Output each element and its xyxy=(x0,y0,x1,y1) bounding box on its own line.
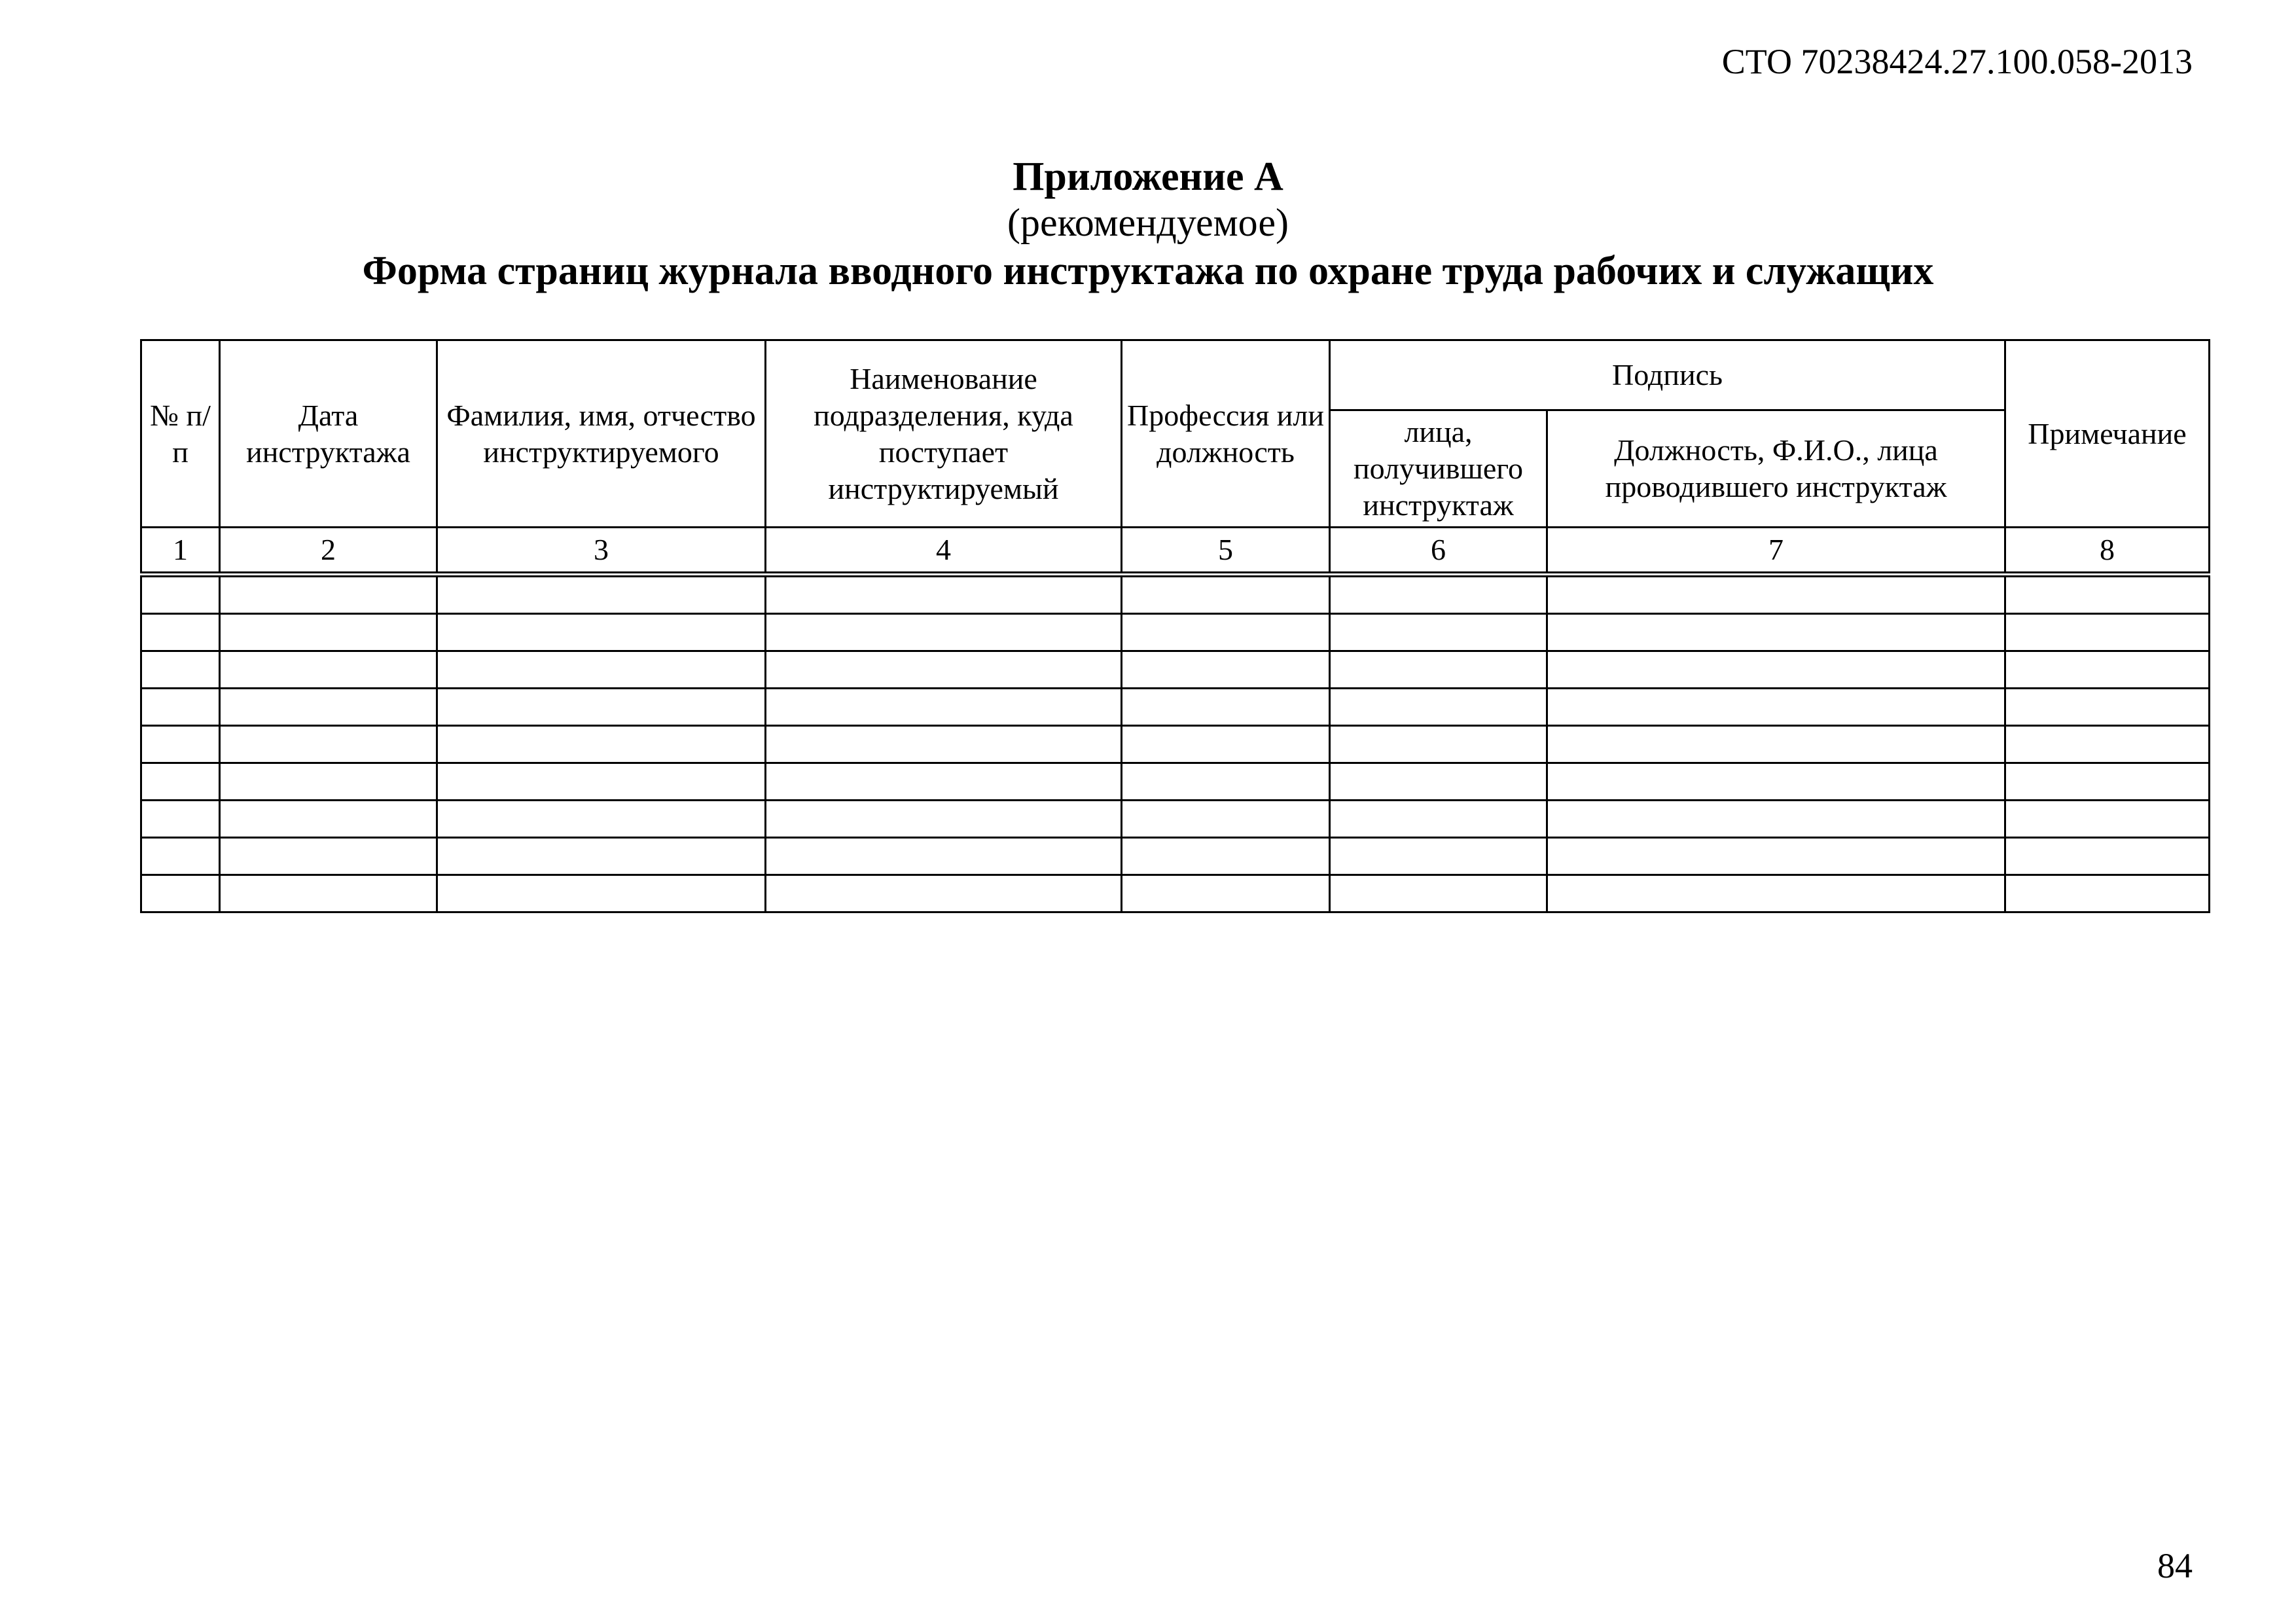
blank-entry-cell xyxy=(766,651,1122,689)
blank-entry-cell xyxy=(1547,689,2005,726)
blank-entry-cell xyxy=(141,575,220,614)
blank-entry-cell xyxy=(1330,614,1547,651)
blank-entry-cell xyxy=(141,763,220,801)
blank-entry-cell xyxy=(2005,575,2210,614)
blank-entry-cell xyxy=(220,575,437,614)
blank-entry-row xyxy=(141,614,2210,651)
blank-entry-cell xyxy=(437,875,766,912)
blank-entry-cell xyxy=(220,651,437,689)
blank-entry-row xyxy=(141,726,2210,763)
col-header-signature-instructor: Должность, Ф.И.О., лица проводившего инструктаж xyxy=(1547,410,2005,528)
blank-entry-cell xyxy=(141,651,220,689)
blank-entry-cell xyxy=(766,838,1122,875)
blank-entry-cell xyxy=(1547,726,2005,763)
blank-entry-cell xyxy=(437,575,766,614)
column-number: 1 xyxy=(141,528,220,575)
blank-entry-cell xyxy=(2005,651,2210,689)
blank-entry-row xyxy=(141,689,2210,726)
blank-entry-cell xyxy=(1122,838,1330,875)
blank-entry-cell xyxy=(2005,763,2210,801)
blank-entry-cell xyxy=(437,689,766,726)
blank-entry-cell xyxy=(1547,614,2005,651)
blank-entry-row xyxy=(141,651,2210,689)
column-number: 5 xyxy=(1122,528,1330,575)
blank-entry-row xyxy=(141,801,2210,838)
blank-entry-cell xyxy=(1547,575,2005,614)
column-number-row xyxy=(141,528,2210,575)
blank-entry-cell xyxy=(220,801,437,838)
blank-entry-cell xyxy=(141,875,220,912)
blank-entry-cell xyxy=(1330,763,1547,801)
blank-entry-cell xyxy=(220,763,437,801)
column-number: 7 xyxy=(1547,528,2005,575)
blank-entry-cell xyxy=(437,651,766,689)
blank-entry-cell xyxy=(1547,801,2005,838)
blank-rows xyxy=(141,575,2210,912)
blank-entry-cell xyxy=(141,801,220,838)
blank-entry-cell xyxy=(1122,651,1330,689)
blank-entry-cell xyxy=(1330,726,1547,763)
blank-entry-cell xyxy=(2005,801,2210,838)
appendix-subtitle: (рекомендуемое) xyxy=(1007,201,1289,244)
blank-entry-cell xyxy=(1122,801,1330,838)
blank-entry-cell xyxy=(766,614,1122,651)
appendix-title: Приложение А xyxy=(1013,154,1283,199)
blank-entry-cell xyxy=(2005,614,2210,651)
blank-entry-cell xyxy=(1330,801,1547,838)
blank-entry-cell xyxy=(220,726,437,763)
column-number: 6 xyxy=(1330,528,1547,575)
col-header-full-name: Фамилия, имя, отчество инструктируемого xyxy=(437,340,766,528)
blank-entry-cell xyxy=(2005,689,2210,726)
blank-entry-cell xyxy=(1122,614,1330,651)
blank-entry-cell xyxy=(437,801,766,838)
blank-entry-cell xyxy=(766,726,1122,763)
blank-entry-row xyxy=(141,575,2210,614)
blank-entry-cell xyxy=(766,875,1122,912)
col-header-number: № п/п xyxy=(141,340,220,528)
blank-entry-cell xyxy=(766,575,1122,614)
column-number: 4 xyxy=(766,528,1122,575)
blank-entry-row xyxy=(141,875,2210,912)
blank-entry-cell xyxy=(1122,875,1330,912)
blank-entry-cell xyxy=(2005,838,2210,875)
blank-entry-cell xyxy=(1547,875,2005,912)
blank-entry-cell xyxy=(1122,689,1330,726)
blank-entry-cell xyxy=(2005,875,2210,912)
blank-entry-cell xyxy=(1122,726,1330,763)
blank-entry-cell xyxy=(141,838,220,875)
blank-entry-cell xyxy=(220,838,437,875)
blank-entry-cell xyxy=(1547,838,2005,875)
blank-entry-cell xyxy=(220,875,437,912)
page-number: 84 xyxy=(2157,1546,2193,1585)
blank-entry-cell xyxy=(1330,689,1547,726)
blank-entry-cell xyxy=(437,726,766,763)
col-header-signature-recipient: лица, получившего инструктаж xyxy=(1330,410,1547,528)
col-header-department: Наименование подразделения, куда поступает инструктируемый xyxy=(766,340,1122,528)
blank-entry-cell xyxy=(1547,651,2005,689)
blank-entry-cell xyxy=(141,614,220,651)
blank-entry-cell xyxy=(141,689,220,726)
blank-entry-cell xyxy=(1330,651,1547,689)
blank-entry-row xyxy=(141,763,2210,801)
blank-entry-cell xyxy=(1330,875,1547,912)
blank-entry-cell xyxy=(1330,575,1547,614)
column-number: 8 xyxy=(2005,528,2210,575)
document-code: СТО 70238424.27.100.058-2013 xyxy=(1721,42,2193,81)
blank-entry-cell xyxy=(766,689,1122,726)
blank-entry-cell xyxy=(1122,763,1330,801)
col-header-note: Примечание xyxy=(2005,340,2210,528)
col-header-profession: Профессия или должность xyxy=(1122,340,1330,528)
journal-form-table xyxy=(140,339,2210,913)
blank-entry-cell xyxy=(437,614,766,651)
blank-entry-cell xyxy=(1122,575,1330,614)
blank-entry-row xyxy=(141,838,2210,875)
blank-entry-cell xyxy=(1330,838,1547,875)
blank-entry-cell xyxy=(437,838,766,875)
blank-entry-cell xyxy=(220,689,437,726)
blank-entry-cell xyxy=(2005,726,2210,763)
blank-entry-cell xyxy=(766,763,1122,801)
blank-entry-cell xyxy=(437,763,766,801)
col-header-signature: Подпись xyxy=(1330,340,2005,410)
form-title: Форма страниц журнала вводного инструктажа по охране труда рабочих и служащих xyxy=(362,249,1934,293)
col-header-date: Дата инструктажа xyxy=(220,340,437,528)
blank-entry-cell xyxy=(220,614,437,651)
column-number: 3 xyxy=(437,528,766,575)
column-number: 2 xyxy=(220,528,437,575)
heading-block xyxy=(0,154,2296,297)
blank-entry-cell xyxy=(1547,763,2005,801)
blank-entry-cell xyxy=(766,801,1122,838)
blank-entry-cell xyxy=(141,726,220,763)
